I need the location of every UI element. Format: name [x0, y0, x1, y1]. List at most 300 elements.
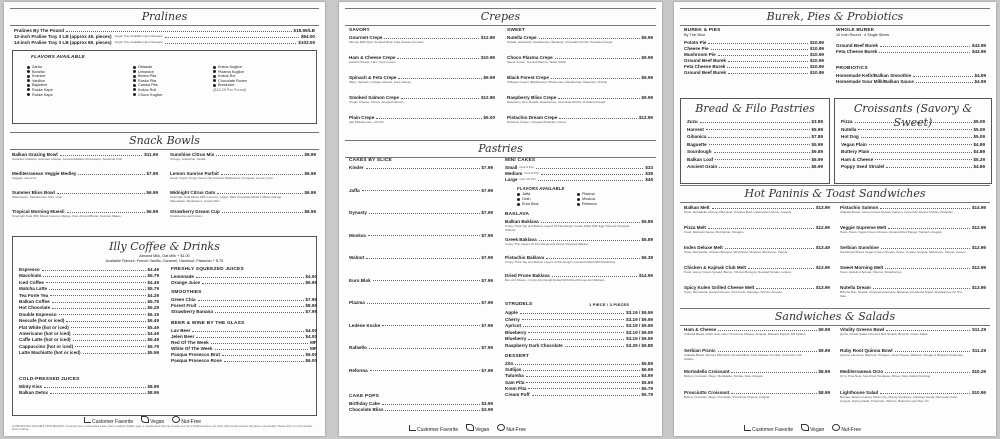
item-description: Raspberry Jam, Nutella, Raspberries, Chocolate Drizzle, Powdered Sugar: [507, 100, 606, 104]
leader-dots: [369, 345, 480, 349]
item-description: Greek Yogurt, Poppy Seed, Oat Granola, Blueberries, Compote, Lemon Curd: [170, 176, 273, 180]
item-price: $4.49: [147, 267, 159, 272]
item-name: Plazma: [349, 300, 365, 305]
item-description: Ciabatta Bread, Mama's Mild Ajvar, Smoked Beef, Feta Cheese Crumble, Cucumber, Dill Pickles: [684, 353, 802, 361]
coffee-note-flavors: Available Flavors: French Vanilla, Caramel, Hazelnut, Pistachio + $.75: [105, 259, 224, 263]
item-price: $4.00: [305, 328, 317, 333]
item-price: $5.09: [973, 119, 985, 124]
item-name: Strawberry Banana: [171, 309, 213, 314]
item-price: $5.79: [641, 392, 653, 397]
leader-dots: [217, 190, 302, 194]
item-note: Cuts 6 Pcs: [519, 165, 534, 169]
item-price: $10.99: [809, 52, 824, 57]
menu-item-row: [505, 343, 653, 348]
heron-icon: [744, 425, 751, 431]
menu-item-row: [349, 300, 493, 305]
item-name: 14-inch Praline Tray 3 LB (approx 85. pieces): [14, 40, 112, 45]
item-description: Toast, Honey Cream Spread, Bacon, Chicken Bologna, Roasted Tomato, Lettuce: [684, 270, 792, 274]
item-price: $9.99: [818, 348, 830, 353]
croissant-list: [841, 119, 985, 169]
sandwich-title: Sandwiches & Salads: [774, 310, 896, 323]
menu-item-row: [19, 344, 159, 349]
item-price: $3.99: [481, 407, 493, 412]
flavors-col2: [133, 65, 162, 97]
item-name: Plain Crepe: [349, 115, 375, 120]
item-description: Herbs, Potato Salad, Pea And Mint Smash, Broccoli, Green Salad: [840, 332, 928, 336]
leader-dots: [66, 318, 145, 322]
item-price: $6.00: [305, 358, 317, 363]
item-name: Dried Prune Baklava: [505, 273, 550, 278]
item-name: Nutella Dream: [840, 285, 871, 290]
snack-header: [10, 132, 319, 150]
item-price: $13.49: [815, 245, 830, 250]
sandwich-header: [680, 308, 990, 326]
item-name: Prosciutto Croissant: [684, 390, 730, 395]
legend: [409, 424, 526, 433]
flavors-col1: [27, 65, 53, 97]
flavor-item: Choco Kuglice: [133, 93, 162, 98]
item-name: Euro Blok: [349, 277, 371, 283]
item-name: Balkan Coffee: [19, 299, 50, 304]
item-price: $6.99: [304, 171, 316, 176]
item-price: $3.19 / $9.59: [626, 323, 653, 329]
heron-icon: [84, 417, 91, 423]
item-price: $7.99: [305, 309, 317, 314]
leader-dots: [44, 384, 146, 388]
leader-dots: [49, 286, 145, 290]
leader-dots: [215, 309, 304, 313]
menu-item-row: [841, 142, 985, 147]
item-description: Whipped Cream, Blackberries, Blueberries, Raspberries, Raspberry Drizzle: [507, 80, 608, 84]
leader-dots: [708, 40, 807, 44]
leader-dots: [43, 273, 145, 277]
leader-dots: [861, 134, 972, 138]
item-name: Raspberry Dark Chocolate: [505, 343, 563, 348]
item-price: $3.19 / $9.59: [626, 316, 653, 322]
item-name: Hot Chocolate: [19, 305, 51, 311]
item-price: $6.99: [811, 156, 823, 162]
item-price: $13.99: [815, 205, 830, 210]
leader-dots: [59, 312, 146, 316]
item-name: Latte Machiatto (hot or iced): [19, 350, 81, 356]
item-price: $43.99: [971, 43, 986, 48]
item-price: $8.99: [304, 152, 316, 157]
item-description: Toast, Hazelnut Spread, Plazma, Strawberries: [840, 270, 902, 274]
legend: [84, 416, 201, 425]
leader-dots: [198, 297, 304, 301]
item-name: Smoked Salmon Crepe: [349, 95, 400, 100]
item-price: $4.99: [974, 79, 986, 84]
item-name: Balkan Melt: [684, 205, 710, 210]
menu-item-row: [19, 280, 159, 285]
item-name: Krem Pita: [505, 385, 527, 391]
flavor-item: Moskva: [577, 197, 595, 202]
leader-dots: [83, 350, 146, 354]
menu-item-row: [19, 350, 159, 355]
item-name: Pistachio Dream Crepe: [507, 115, 558, 120]
item-name: Homemade Sour Milk/Balkan Sauce: [836, 79, 914, 84]
strudels-sub: 1 PIECE / 3 PIECES: [589, 302, 630, 307]
leader-dots: [728, 58, 808, 62]
item-name: Pasqua Prosecco Rose: [171, 358, 222, 363]
item-name: Americano (hot or iced): [19, 331, 71, 336]
item-price: $6.99: [304, 190, 316, 195]
menu-item-row: [171, 280, 317, 285]
menu-item-row: [349, 255, 493, 260]
menu-item-row: [171, 303, 317, 308]
item-name: Green Chia: [171, 297, 196, 302]
pastries-title: Pastries: [478, 142, 523, 155]
item-price: $9.89: [811, 149, 823, 154]
menu-item-row: [349, 165, 493, 170]
menu-item-row: [19, 312, 159, 317]
leader-dots: [362, 188, 480, 192]
savory-list: [349, 35, 495, 135]
item-description: Veggies, Hummus: [12, 176, 37, 180]
leader-dots: [881, 245, 970, 249]
menu-item-row: [171, 352, 317, 357]
cake-pops-list: [349, 401, 493, 413]
item-name: Ground Beef Burek: [684, 70, 727, 75]
menu-item-row: [841, 127, 985, 132]
leader-dots: [558, 95, 639, 99]
leader-dots: [885, 265, 970, 269]
item-description: Strawberries and Cream: [170, 214, 203, 218]
item-price: $14.99: [971, 205, 986, 210]
item-name: Index Deluxe Melt: [684, 245, 723, 250]
legend-vegan: Vegan: [466, 424, 489, 433]
item-price: $12.99: [815, 225, 830, 230]
item-description: Brioche Bun, Nutella, Chopped Hazelnuts, Bananas, Powdered Sugar, Strawberries On The Side: [840, 290, 963, 298]
flavor-item: Reforma: [577, 202, 597, 207]
juices-list: [171, 274, 317, 286]
leader-dots: [708, 225, 814, 229]
pastries-header: [345, 140, 656, 158]
item-name: Small: [505, 165, 518, 170]
leader-dots: [727, 64, 808, 68]
item-price: $13.99: [815, 285, 830, 290]
item-name: Spicy Kulen Grilled Cheese Melt: [684, 285, 755, 290]
item-price: $9.99: [641, 55, 653, 60]
menu-item-row: [171, 297, 317, 302]
item-name: Nutella: [841, 126, 857, 132]
flavors-col3: [213, 65, 247, 93]
menu-item-row: [684, 70, 824, 75]
item-name: Nescafe (hot or iced): [19, 318, 65, 324]
leader-dots: [855, 119, 972, 123]
item-name: 12-inch Praline Tray 3 LB (approx 45. pieces): [14, 34, 112, 39]
item-price: $7.99: [481, 210, 493, 215]
item-name: Apple: [505, 310, 518, 315]
leader-dots: [401, 95, 479, 99]
item-name: Sunshine Citrus Mix: [170, 152, 215, 157]
heron-icon: [409, 425, 416, 431]
leaf-icon: [466, 424, 474, 431]
flavors-title: FLAVORS AVAILABLE: [31, 55, 85, 60]
item-name: Ham & Cheese: [841, 156, 874, 162]
menu-item-row: [505, 177, 653, 182]
leader-dots: [222, 352, 303, 356]
item-name: Tropical Morning Muesli: [12, 209, 65, 214]
item-name: Ancient Grain: [687, 164, 718, 169]
leader-dots: [526, 380, 639, 384]
legend-favorite: Customer Favorite: [744, 425, 793, 433]
item-name: Pistachio Baklava: [505, 255, 545, 260]
leader-dots: [712, 205, 814, 209]
menu-item-row: [505, 336, 653, 341]
item-name: Zuzu: [687, 119, 698, 124]
item-price: $12.99: [638, 115, 653, 120]
menu-item-row: [171, 274, 317, 279]
item-name: Gourmet Crepe: [349, 35, 383, 40]
item-name: Strawberry Dream Cup: [170, 209, 220, 214]
menu-item-row: [171, 340, 317, 345]
menu-item-row: [505, 310, 653, 315]
item-price: $10.99: [809, 46, 824, 51]
leader-dots: [555, 55, 640, 59]
menu-item-row: [836, 43, 986, 48]
flavor-item: Ruska Pita: [133, 79, 162, 84]
menu-item-row: [19, 390, 159, 395]
menu-item-row: [841, 164, 985, 169]
menu-item-row: [349, 407, 493, 412]
item-name: Veggie Supreme Melt: [840, 225, 887, 230]
leader-dots: [515, 361, 639, 365]
leader-dots: [528, 330, 624, 334]
item-price: MP: [310, 340, 317, 345]
item-name: Reforma: [349, 367, 368, 373]
item-name: Ruby Root Quinoa Bowl: [840, 348, 893, 353]
menu-item-row: [836, 49, 986, 54]
menu-item-row: [171, 328, 317, 333]
smoothies-title: SMOOTHIES: [171, 290, 202, 295]
item-name: Mortadella Croissant: [684, 369, 730, 374]
item-name: Sam Pita: [505, 379, 525, 385]
menu-item-row: [687, 164, 823, 169]
leader-dots: [718, 52, 808, 56]
nut-icon: [497, 424, 505, 431]
item-price: $9.99: [641, 35, 653, 40]
item-description: Toast, Marinara Sauce, Mozzarella, Oregano: [684, 230, 744, 234]
whole-burek-title: WHOLE BUREK: [836, 28, 875, 33]
bread-title: Bread & Filo Pastries: [695, 102, 815, 115]
item-name: Balkan Baklava: [505, 219, 539, 224]
item-name: Hot Dog: [841, 134, 859, 139]
nut-icon: [172, 416, 180, 423]
item-name: Double Espresso: [19, 311, 57, 317]
item-price: $5.00: [483, 115, 495, 120]
leader-dots: [718, 348, 817, 352]
item-name: Mediterranean Veggie Medley: [12, 171, 77, 176]
item-name: Balkan Grazing Bowl: [12, 152, 58, 157]
leader-dots: [366, 165, 480, 169]
beer-list: [171, 328, 317, 364]
flavor-item: Oblande: [133, 65, 162, 70]
strudels-list: [505, 310, 653, 348]
item-price: $46: [645, 177, 653, 182]
item-name: Sourdough: [687, 149, 712, 154]
item-description: Toast, Mortadella, Mornay Mild Ajvar, Smoked Beef, Caramelized Onion, Arugula: [684, 210, 792, 214]
item-name: Espresso: [19, 267, 40, 272]
leader-dots: [728, 70, 808, 74]
menu-item-row: [349, 188, 493, 193]
item-name: Cherry: [505, 316, 520, 322]
panini-left-col: [684, 205, 830, 305]
leader-dots: [546, 255, 639, 259]
sandwich-right-col: [840, 327, 986, 413]
item-description: Watermelon, Strawberries, Mint, Lime: [12, 195, 63, 199]
cakes-list: [349, 165, 493, 391]
item-price: $7.99: [481, 277, 493, 283]
item-name: Cappuccino (hot or iced): [19, 343, 74, 349]
item-description: Sweet Cream, Ground Plazma, Wafer Sticks: [507, 60, 567, 64]
leader-dots: [369, 210, 480, 214]
item-price: $4.89: [973, 149, 985, 154]
item-name: Sutlijas: [505, 367, 522, 373]
item-name: Lemonade: [171, 274, 194, 279]
mini-cakes-title: MINI CAKES: [505, 158, 536, 163]
menu-item-row: [836, 79, 986, 84]
item-price: $13.99: [971, 285, 986, 290]
leader-dots: [880, 205, 970, 209]
item-price: $3.89: [811, 119, 823, 124]
item-price: $5.09: [973, 134, 985, 139]
menu-item-row: [19, 286, 159, 291]
item-name: Gibanica: [687, 134, 707, 139]
flavor-item: Bajadere: [27, 83, 53, 88]
item-name: Baguette: [687, 141, 707, 147]
leader-dots: [706, 127, 810, 131]
item-price: $5.49: [147, 337, 159, 343]
leader-dots: [192, 328, 303, 332]
flavor-item: Bonzita: [27, 70, 53, 75]
pralines-header: [10, 8, 319, 26]
leader-dots: [541, 219, 640, 223]
item-name: Serbian Sunshine: [840, 245, 879, 250]
snack-left-col: [12, 152, 158, 232]
item-name: Kinder: [349, 165, 364, 170]
item-name: Serbian Picnic: [684, 348, 716, 353]
item-name: Black Forest Crepe: [507, 75, 549, 80]
sweet-list: [507, 35, 653, 135]
leader-dots: [711, 46, 808, 50]
item-name: Mushroom Pie: [684, 52, 716, 57]
item-price: $9.99: [641, 95, 653, 100]
menu-item-row: [687, 157, 823, 162]
coffee-title: Illy Coffee & Drinks: [109, 240, 220, 253]
item-name: Pizza Melt: [684, 225, 706, 230]
legend-favorite: Customer Favorite: [84, 417, 133, 425]
leader-dots: [565, 343, 624, 347]
item-price: $18.99/LB: [293, 28, 315, 33]
croissant-box: [834, 98, 992, 184]
item-price: $4.00: [305, 334, 317, 339]
item-price: $6.49: [147, 318, 159, 324]
whole-burek-sub: 12 Inch Round · 4 Single Slices: [836, 33, 889, 37]
mini-cakes-list: [505, 165, 653, 183]
leader-dots: [886, 164, 971, 168]
item-name: Moskva: [349, 232, 366, 238]
snack-right-col: [170, 152, 316, 232]
flavors-box: [12, 50, 317, 124]
menu-item-row: [171, 334, 317, 339]
item-name: Lav Beer: [171, 328, 191, 333]
flavor-item: Zarbo: [27, 65, 53, 70]
item-description: Toast, Mozzarella, Havarti Cheese, Pork Kulen Sausage, Shrubs, Arugula: [684, 290, 782, 294]
leader-dots: [366, 255, 479, 259]
item-price: $5.79: [147, 343, 159, 349]
leader-dots: [373, 278, 480, 282]
leader-dots: [73, 337, 146, 341]
item-name: Midnight Citrus Oats: [170, 190, 216, 195]
menu-item-row: [684, 46, 824, 51]
breskvice-note: ($18.29 Per Pound): [213, 87, 247, 92]
item-name: Feta Cheese Burek: [836, 49, 878, 54]
menu-item-row: [687, 119, 823, 124]
legend-nutfree: Nut-Free: [497, 424, 526, 433]
leader-dots: [211, 340, 308, 344]
legend-nutfree: Nut-Free: [172, 416, 201, 425]
leader-dots: [520, 310, 624, 314]
item-price: $7.99: [481, 322, 493, 328]
item-price: $7.99: [481, 367, 493, 373]
item-name: Red Of The Week: [171, 340, 209, 345]
item-name: Tulumba: [505, 373, 524, 379]
item-price: $3.19 / $9.59: [626, 329, 653, 335]
dessert-title: DESSERT: [505, 354, 530, 359]
item-name: Blueberry: [505, 329, 527, 335]
leader-dots: [526, 373, 640, 377]
leader-dots: [715, 157, 809, 161]
menu-item-row: [684, 58, 824, 63]
item-description: Overnight Oats Mixed With Coconut, Yogurt, Dark Chocolate Mixed In Bitter Orange Marmalade, Mandarines, Cacao Nibs: [170, 195, 282, 203]
sweet-title: SWEET: [507, 28, 526, 33]
leader-dots: [885, 369, 970, 373]
item-price: $10.99: [809, 58, 824, 63]
item-price: MP: [310, 346, 317, 351]
juices-title: FRESHLY SQUEEZED JUICES: [171, 267, 244, 272]
item-name: Matcha Latte: [19, 286, 48, 292]
menu-item-row: [19, 384, 159, 389]
item-name: Jaffa: [349, 187, 360, 193]
item-description: Cream Cheese, Chives, Smoked Salmon: [349, 100, 404, 104]
probiotics-title: PROBIOTICS: [836, 66, 868, 71]
item-price: $4.29: [147, 292, 159, 298]
item-price: $8.99: [305, 303, 317, 308]
menu-item-row: [836, 73, 986, 78]
item-price: $11.29: [972, 327, 986, 332]
leader-dots: [879, 49, 970, 53]
item-price: $4.50: [305, 274, 317, 279]
item-name: Macchiato: [19, 273, 42, 279]
item-price: $8.99: [147, 384, 159, 389]
legend: [744, 424, 861, 433]
item-price: $4.89: [973, 164, 985, 169]
item-price: $5.89: [641, 361, 653, 366]
panini-right-col: [840, 205, 986, 305]
item-price: $12.99: [480, 35, 495, 40]
leader-dots: [222, 209, 303, 213]
item-price: $7.99: [481, 300, 493, 305]
leader-dots: [215, 346, 309, 350]
item-price: $6.99: [305, 280, 317, 285]
flavor-item: Plazma Kuglice: [213, 70, 247, 75]
item-name: Cheese Pie: [684, 46, 709, 51]
item-name: Chicken & Kajmak Club Melt: [684, 265, 747, 270]
menu-item-row: [505, 323, 653, 328]
menu-item-row: [19, 267, 159, 272]
item-price: $33: [645, 165, 653, 170]
